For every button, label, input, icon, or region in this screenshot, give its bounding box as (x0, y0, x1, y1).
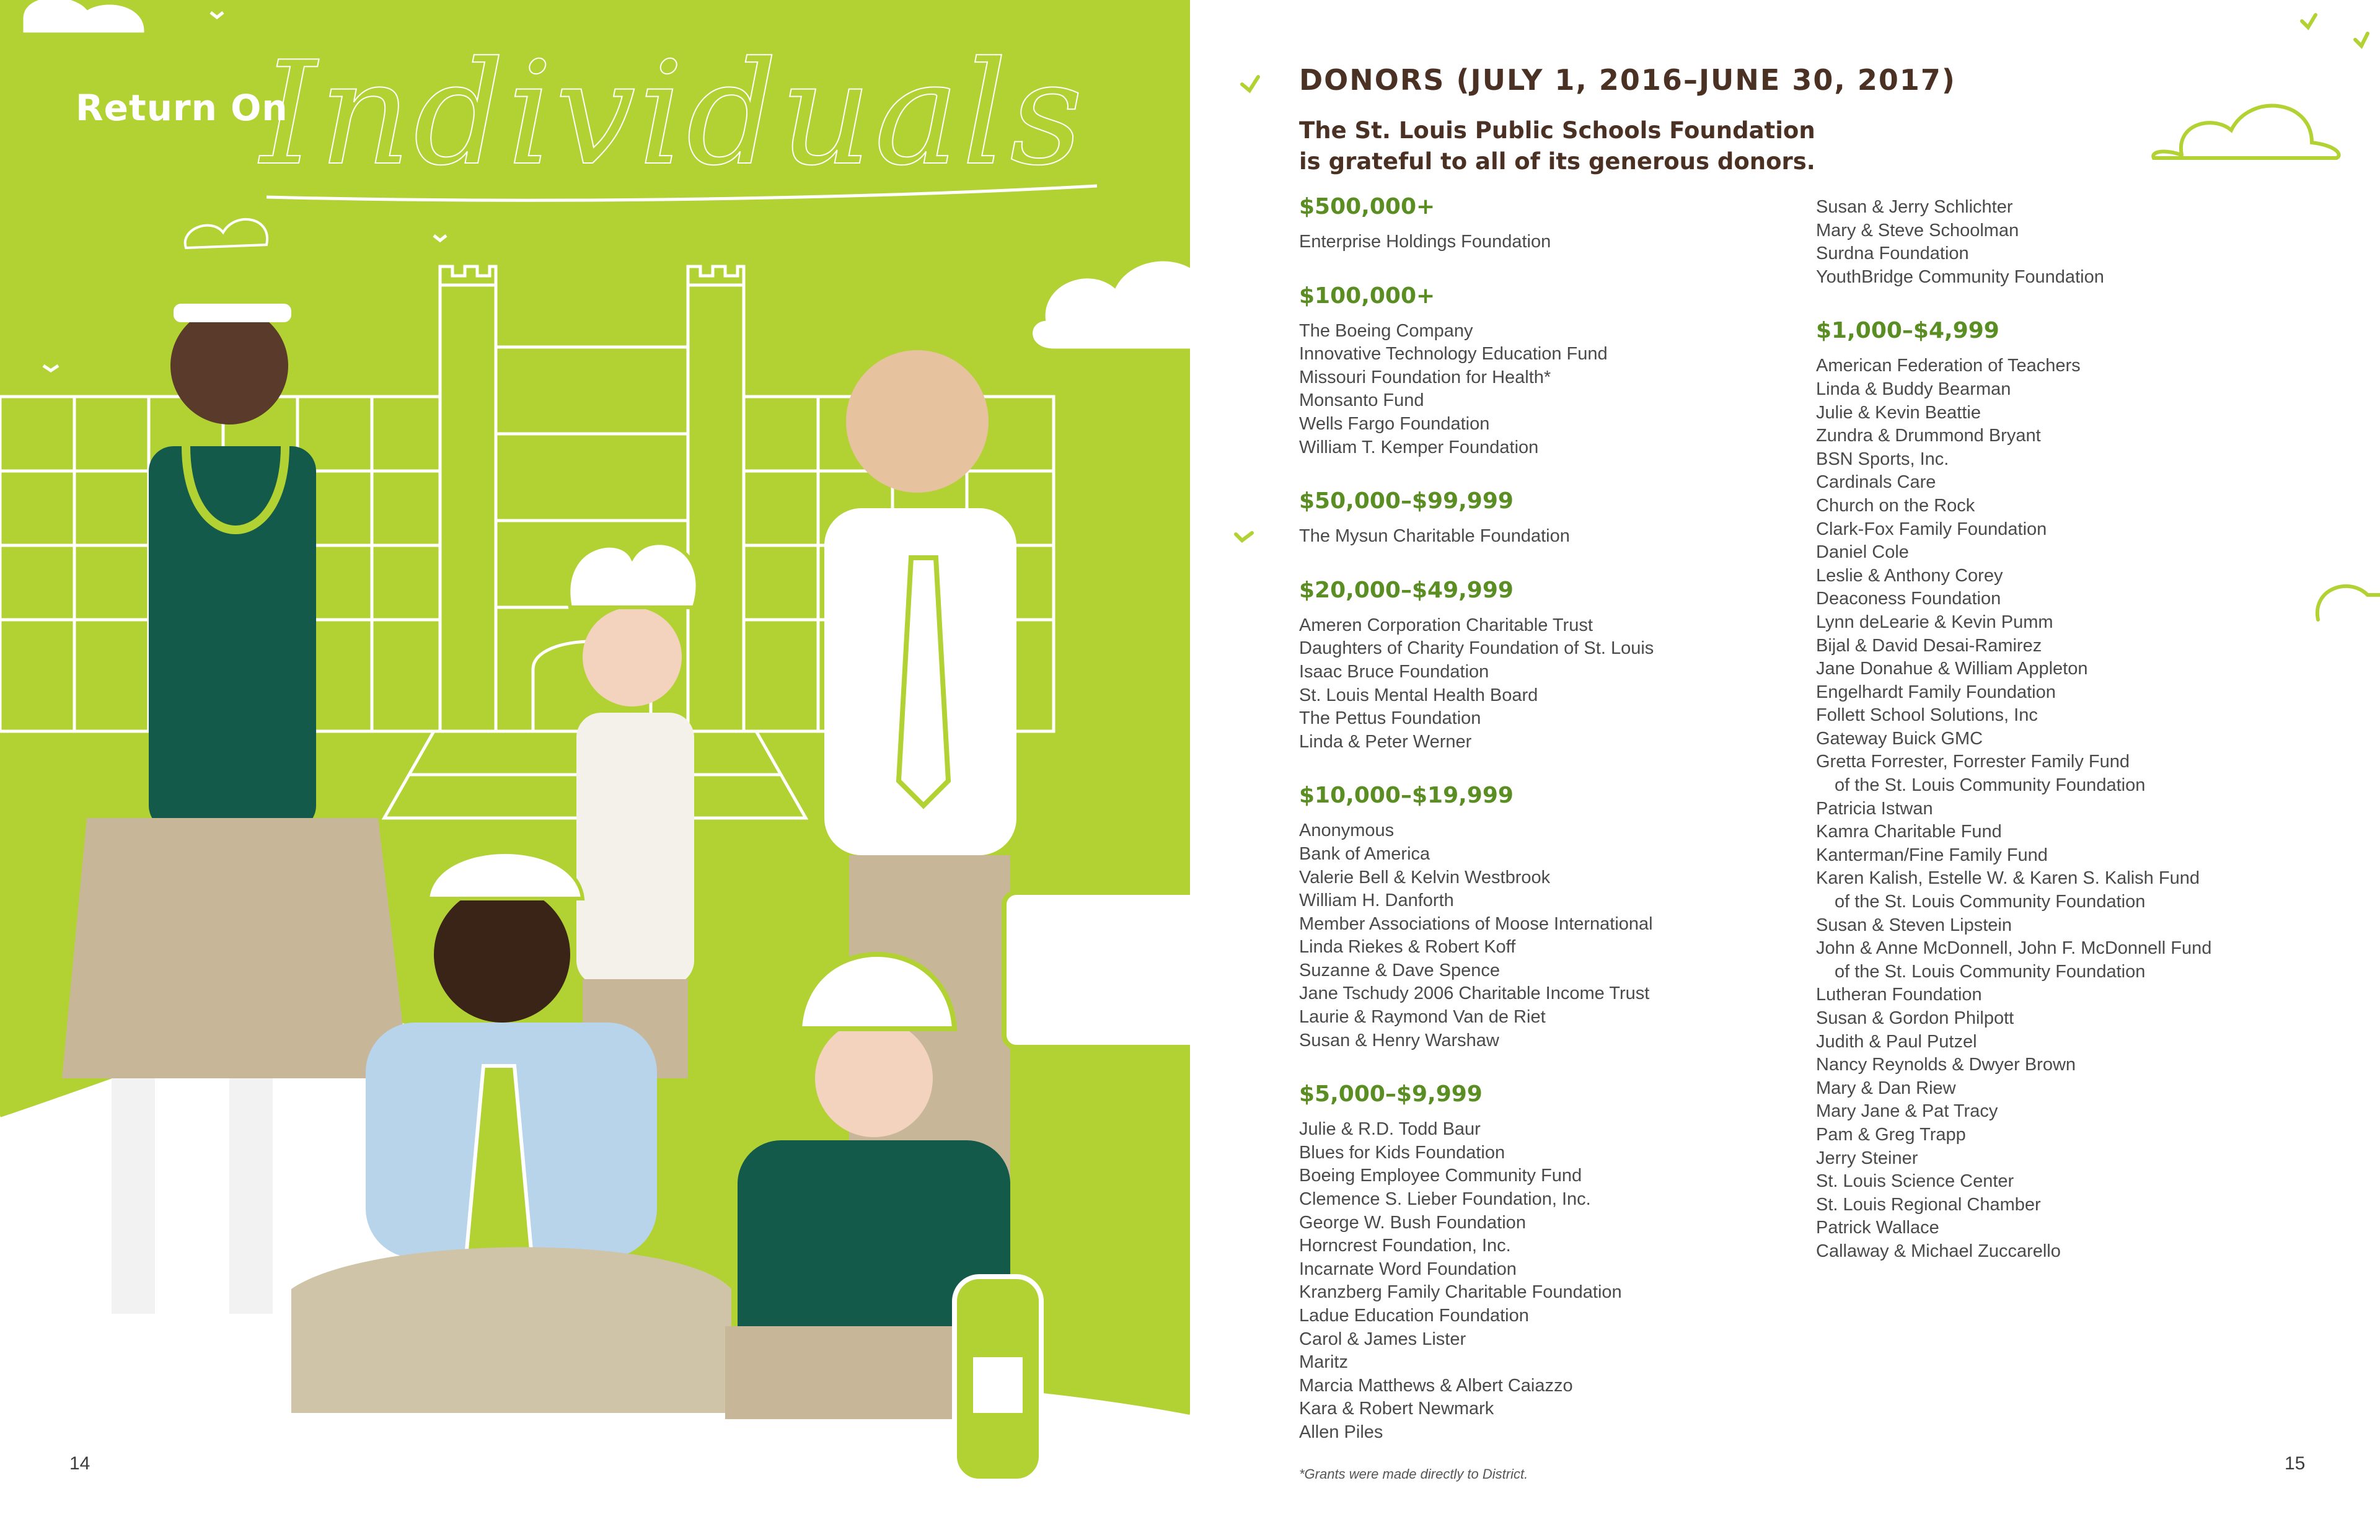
donor-name: Horncrest Foundation, Inc. (1299, 1236, 1511, 1256)
donor-name: St. Louis Mental Health Board (1299, 685, 1538, 705)
donor-name: Bijal & David Desai-Ramirez (1816, 635, 2042, 656)
donor-name: BSN Sports, Inc. (1816, 449, 1949, 469)
donor-name: The Pettus Foundation (1299, 708, 1481, 729)
donor-name: Susan & Gordon Philpott (1816, 1008, 2014, 1028)
child-figure-doctor (62, 304, 409, 1314)
donor-name: Gretta Forrester, Forrester Family Fund (1816, 752, 2130, 772)
donor-name: of the St. Louis Community Foundation (1835, 775, 2146, 796)
donor-name: Marcia Matthews & Albert Caiazzo (1299, 1375, 1573, 1396)
donor-name: Boeing Employee Community Fund (1299, 1166, 1582, 1186)
intro-line-2: is grateful to all of its generous donors. (1299, 148, 1815, 175)
donor-name: of the St. Louis Community Foundation (1835, 961, 2146, 982)
donor-name: Susan & Steven Lipstein (1816, 915, 2012, 935)
donor-name: Monsanto Fund (1299, 390, 1424, 411)
donor-name: Kamra Charitable Fund (1816, 822, 2002, 842)
donor-name: Member Associations of Moose International (1299, 913, 1653, 934)
tier-heading: $1,000–$4,999 (1816, 318, 1999, 344)
bird-icon (2302, 15, 2316, 27)
title-return-on: Return On (76, 87, 288, 129)
donor-name: Ladue Education Foundation (1299, 1306, 1529, 1326)
donor-name: Daughters of Charity Foundation of St. Louis (1299, 638, 1654, 659)
cloud-icon (2317, 586, 2380, 620)
donor-name: Clemence S. Lieber Foundation, Inc. (1299, 1189, 1591, 1210)
donor-name: Susan & Jerry Schlichter (1816, 197, 2013, 217)
donor-name: George W. Bush Foundation (1299, 1212, 1526, 1233)
tier-heading: $10,000–$19,999 (1299, 783, 1514, 809)
donor-name: Julie & R.D. Todd Baur (1299, 1119, 1481, 1140)
donor-name: The Mysun Charitable Foundation (1299, 526, 1570, 547)
donor-name: William H. Danforth (1299, 891, 1454, 911)
donors-heading: DONORS (JULY 1, 2016–JUNE 30, 2017) (1299, 63, 1956, 97)
donor-name: Susan & Henry Warshaw (1299, 1030, 1499, 1050)
donor-name: Anonymous (1299, 821, 1395, 841)
cloud-icon (25, 0, 143, 31)
donor-name: Deaconess Foundation (1816, 589, 2001, 609)
donor-name: Surdna Foundation (1816, 244, 1969, 264)
donor-name: Lutheran Foundation (1816, 985, 1982, 1005)
donor-name: St. Louis Science Center (1816, 1171, 2014, 1192)
donor-name: YouthBridge Community Foundation (1816, 266, 2104, 287)
donor-name: Judith & Paul Putzel (1816, 1031, 1977, 1052)
bird-icon (211, 12, 223, 17)
donor-name: of the St. Louis Community Foundation (1835, 892, 2146, 912)
donor-name: Pam & Greg Trapp (1816, 1124, 1966, 1145)
donor-name: Leslie & Anthony Corey (1816, 565, 2003, 586)
donor-name: Church on the Rock (1816, 495, 1975, 516)
donor-name: Isaac Bruce Foundation (1299, 661, 1489, 682)
donor-name: Linda & Buddy Bearman (1816, 379, 2011, 399)
tier-5000 (1299, 1081, 1807, 1444)
donor-name: Maritz (1299, 1352, 1348, 1373)
donor-name: Engelhardt Family Foundation (1816, 682, 2056, 702)
bird-icon (2355, 33, 2368, 46)
title-swash (267, 186, 1097, 200)
bird-icon (434, 235, 446, 240)
donor-name: Jerry Steiner (1816, 1148, 1918, 1168)
donor-name: Linda & Peter Werner (1299, 731, 1472, 752)
donor-name: Kara & Robert Newmark (1299, 1399, 1494, 1419)
tier-heading: $100,000+ (1299, 283, 1435, 309)
donor-name: Mary & Steve Schoolman (1816, 220, 2019, 240)
donor-name: Gateway Buick GMC (1816, 728, 1983, 749)
tier-50000 (1299, 488, 1807, 548)
donor-name: American Federation of Teachers (1816, 356, 2081, 376)
donor-name: Patricia Istwan (1816, 798, 1933, 819)
footnote: *Grants were made directly to District. (1299, 1466, 1528, 1482)
donor-name: John & Anne McDonnell, John F. McDonnell Fund (1816, 938, 2212, 959)
donor-name: Kanterman/Fine Family Fund (1816, 845, 2048, 865)
donor-column-1 (1299, 193, 1807, 1473)
donor-name: Nancy Reynolds & Dwyer Brown (1816, 1055, 2076, 1075)
intro-line-1: The St. Louis Public Schools Foundation (1299, 117, 1815, 144)
donor-column-2 (1816, 196, 2324, 1292)
tier-1000 (1816, 317, 2324, 1263)
child-figure-chef (568, 543, 697, 1078)
tier-100000 (1299, 283, 1807, 460)
donor-name: Ameren Corporation Charitable Trust (1299, 615, 1593, 635)
donor-name: Wells Fargo Foundation (1299, 413, 1490, 434)
right-page (1190, 0, 2380, 1540)
donor-name: Lynn deLearie & Kevin Pumm (1816, 612, 2053, 632)
donor-name: Suzanne & Dave Spence (1299, 960, 1501, 980)
donor-name: Cardinals Care (1816, 472, 1936, 493)
tier-heading: $5,000–$9,999 (1299, 1081, 1483, 1107)
donor-name: Bank of America (1299, 843, 1430, 864)
title-individuals: Individuals (260, 32, 1086, 197)
donor-name: Kranzberg Family Charitable Foundation (1299, 1282, 1622, 1303)
donor-name: Patrick Wallace (1816, 1218, 1939, 1238)
donor-name: Julie & Kevin Beattie (1816, 402, 1981, 423)
donor-name: Laurie & Raymond Van de Riet (1299, 1007, 1546, 1027)
cloud-icon (185, 219, 267, 248)
donor-name: St. Louis Regional Chamber (1816, 1194, 2041, 1215)
donor-name: Jane Donahue & William Appleton (1816, 659, 2088, 679)
tier-500000 (1299, 193, 1807, 254)
donor-name: Daniel Cole (1816, 542, 1909, 563)
donor-name: Callaway & Michael Zuccarello (1816, 1241, 2061, 1261)
donor-name: Carol & James Lister (1299, 1329, 1466, 1349)
donor-name: The Boeing Company (1299, 320, 1473, 341)
donor-name: Blues for Kids Foundation (1299, 1142, 1505, 1163)
donor-name: Follett School Solutions, Inc (1816, 705, 2038, 726)
donor-name: Enterprise Holdings Foundation (1299, 232, 1551, 252)
donor-name: Mary & Dan Riew (1816, 1078, 1956, 1098)
donor-name: Clark-Fox Family Foundation (1816, 519, 2047, 539)
tier-heading: $500,000+ (1299, 194, 1435, 219)
donor-name: Karen Kalish, Estelle W. & Karen S. Kalish Fund (1816, 868, 2200, 889)
donor-name: Innovative Technology Education Fund (1299, 344, 1608, 364)
tier-20000 (1299, 577, 1807, 754)
bird-icon (1236, 533, 1252, 540)
cloud-icon (1034, 263, 1190, 347)
donor-name: William T. Kemper Foundation (1299, 437, 1539, 457)
donors-intro (1299, 115, 1857, 177)
donor-name: Linda Riekes & Robert Koff (1299, 937, 1516, 957)
cloud-icon (2153, 106, 2338, 158)
tier-5000-continued (1816, 196, 2324, 289)
tier-heading: $50,000–$99,999 (1299, 488, 1514, 514)
bird-icon (1242, 77, 1258, 90)
page-number-left: 14 (69, 1453, 90, 1474)
donor-name: Mary Jane & Pat Tracy (1816, 1101, 1998, 1122)
bird-icon (43, 366, 58, 371)
donor-name: Zundra & Drummond Bryant (1816, 426, 2041, 446)
tier-heading: $20,000–$49,999 (1299, 577, 1514, 603)
tier-10000 (1299, 782, 1807, 1052)
donor-name: Allen Piles (1299, 1422, 1383, 1442)
donor-name: Jane Tschudy 2006 Charitable Income Trust (1299, 983, 1650, 1004)
donor-name: Valerie Bell & Kelvin Westbrook (1299, 867, 1551, 887)
donor-name: Missouri Foundation for Health* (1299, 367, 1551, 387)
page-number-right: 15 (2285, 1453, 2306, 1474)
donor-name: Incarnate Word Foundation (1299, 1259, 1517, 1279)
